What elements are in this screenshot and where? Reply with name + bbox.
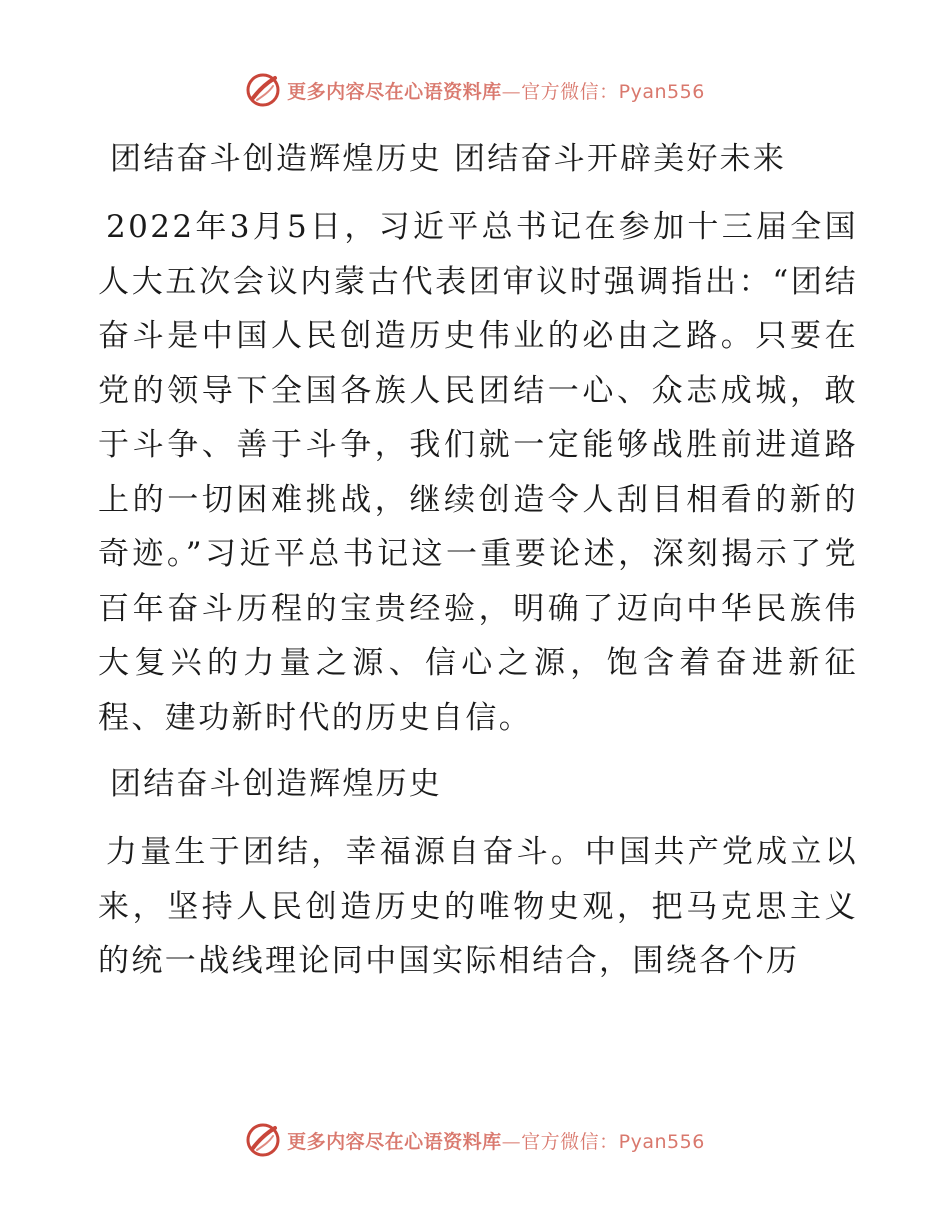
ink-brush-logo-icon xyxy=(245,1122,281,1158)
paragraph-1-text: 2022年3月5日，习近平总书记在参加十三届全国人大五次会议内蒙古代表团审议时强调指出：“团结奋斗是中国人民创造历史伟业的必由之路。只要在党的领导下全国各族人民团结一心、众志成城，敢于斗争、善于斗争，我们就一定能够战胜前进道路上的一切困难挑战，继续创造令人刮目相看的新的奇迹。”习近平总书记这一重要论述，深刻揭示了党百年奋斗历程的宝贵经验，明确了迈向中华民族伟大复兴的力量之源、信心之源，饱含着奋进新征程、建功新时代的历史自信。 xyxy=(98,209,858,736)
document-body xyxy=(98,120,858,989)
paragraph-2-text: 力量生于团结，幸福源自奋斗。中国共产党成立以来，坚持人民创造历史的唯物史观，把马克思主义的统一战线理论同中国实际相结合，围绕各个历 xyxy=(98,834,858,979)
watermark-wechat: 官方微信：Pyan556 xyxy=(521,1130,705,1153)
footer-watermark-banner xyxy=(0,1120,950,1160)
header-watermark-banner xyxy=(0,70,950,110)
document-title: 团结奋斗创造辉煌历史 团结奋斗开辟美好未来 xyxy=(110,141,787,177)
watermark-main: 更多内容尽在心语资料库 xyxy=(287,1130,502,1153)
paragraph-2 xyxy=(98,825,858,989)
watermark-main: 更多内容尽在心语资料库 xyxy=(287,80,502,103)
watermark-text xyxy=(287,77,705,104)
ink-brush-logo-icon xyxy=(245,72,281,108)
paragraph-1 xyxy=(98,200,858,745)
subheading-1: 团结奋斗创造辉煌历史 xyxy=(110,766,442,802)
watermark-text xyxy=(287,1127,705,1154)
watermark-dash: — xyxy=(501,1130,522,1153)
watermark-wechat: 官方微信：Pyan556 xyxy=(521,80,705,103)
watermark-dash: — xyxy=(501,80,522,103)
